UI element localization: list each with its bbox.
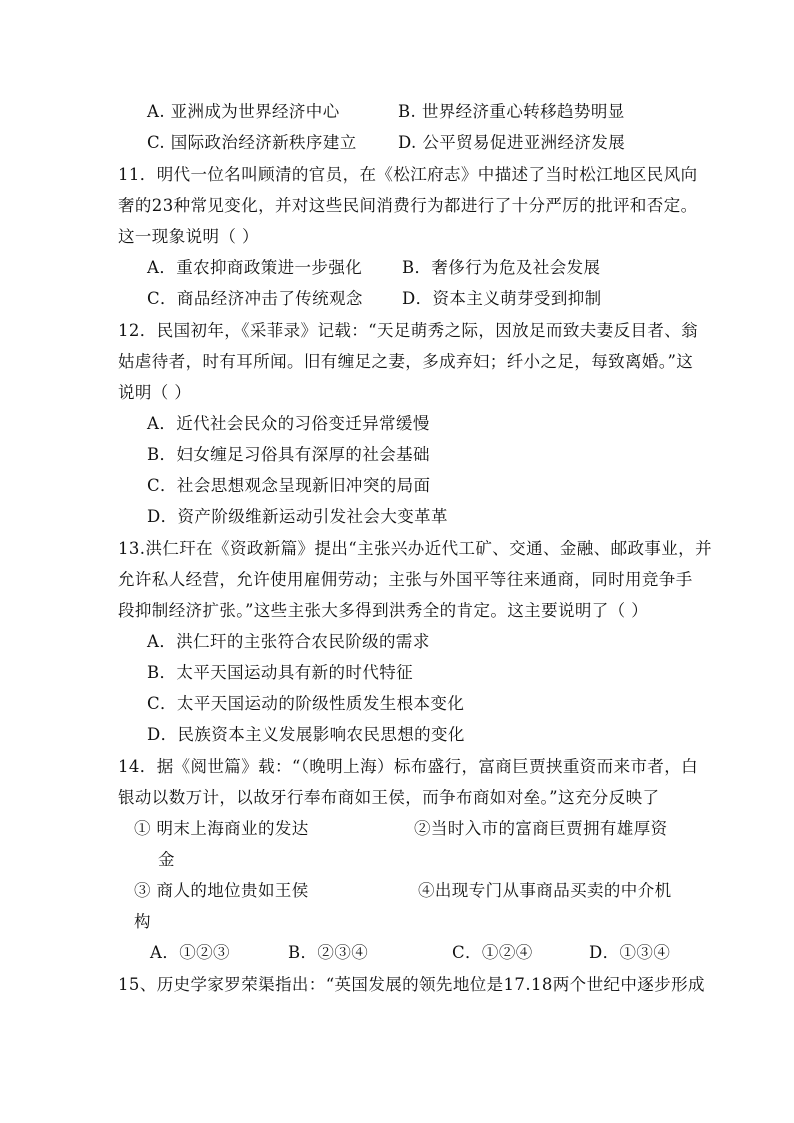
q11-stem-line-2: 奢的23种常见变化，并对这些民间消费行为都进行了十分严厉的批评和否定。 [118, 196, 698, 215]
q11-option-c: C．商品经济冲击了传统观念 [147, 289, 363, 308]
q12-option-a: A．近代社会民众的习俗变迁异常缓慢 [147, 414, 430, 433]
q12-stem-line-3: 说明（ ） [118, 383, 192, 402]
q13-stem-line-1: 13.洪仁玕在《资政新篇》提出“主张兴办近代工矿、交通、金融、邮政事业，并 [118, 539, 712, 558]
q14-option-d: D．①③④ [589, 943, 671, 962]
q11-option-a: A．重农抑商政策进一步强化 [147, 258, 363, 277]
q12-option-d: D．资产阶级维新运动引发社会大变革革 [147, 507, 448, 526]
q14-item-1: ① 明末上海商业的发达 [134, 819, 309, 838]
q11-stem-line-1: 11．明代一位名叫顾清的官员，在《松江府志》中描述了当时松江地区民风向 [118, 165, 698, 184]
q13-stem-line-2: 允许私人经营，允许使用雇佣劳动；主张与外国平等往来通商，同时用竞争手 [118, 570, 693, 589]
q13-option-d: D．民族资本主义发展影响农民思想的变化 [147, 725, 465, 744]
q12-option-b: B．妇女缠足习俗具有深厚的社会基础 [147, 445, 430, 464]
q14-option-a: A．①②③ [150, 943, 230, 962]
q12-stem-line-2: 姑虐待者，时有耳所闻。旧有缠足之妻，多成弃妇；纤小之足，每致离婚。”这 [118, 352, 694, 371]
q13-option-b: B．太平天国运动具有新的时代特征 [147, 663, 414, 682]
q14-item-4: ④出现专门从事商品买卖的中介机 [418, 881, 672, 900]
q11-stem-line-3: 这一现象说明（ ） [118, 227, 259, 246]
q14-option-b: B．②③④ [288, 943, 369, 962]
q10-option-d: D. 公平贸易促进亚洲经济发展 [398, 133, 626, 152]
q13-stem-line-3: 段抑制经济扩张。”这些主张大多得到洪秀全的肯定。这主要说明了（ ） [118, 601, 649, 620]
q14-item-4-continued: 构 [134, 912, 151, 931]
q15-stem-line-1: 15、历史学家罗荣渠指出：“英国发展的领先地位是17.18两个世纪中逐步形成 [118, 975, 705, 994]
q10-option-a: A. 亚洲成为世界经济中心 [147, 102, 340, 121]
q12-stem-line-1: 12．民国初年，《采菲录》记载：“天足萌秀之际，因放足而致夫妻反目者、翁 [118, 321, 699, 340]
q14-item-3: ③ 商人的地位贵如王侯 [134, 881, 309, 900]
q14-stem-line-1: 14．据《阅世篇》载：“（晚明上海）标布盛行，富商巨贾挟重资而来市者，白 [118, 757, 699, 776]
q14-stem-line-2: 银动以数万计，以故牙行奉布商如王侯，而争布商如对垒。”这充分反映了 [118, 788, 660, 807]
q10-option-c: C. 国际政治经济新秩序建立 [147, 133, 357, 152]
q13-option-a: A．洪仁玕的主张符合农民阶级的需求 [147, 632, 430, 651]
q14-item-2: ②当时入市的富商巨贾拥有雄厚资 [414, 819, 668, 838]
q13-option-c: C．太平天国运动的阶级性质发生根本变化 [147, 694, 465, 713]
q12-option-c: C．社会思想观念呈现新旧冲突的局面 [147, 476, 431, 495]
q11-option-d: D．资本主义萌芽受到抑制 [402, 289, 602, 308]
q14-option-c: C．①②④ [452, 943, 533, 962]
q11-option-b: B．奢侈行为危及社会发展 [402, 258, 601, 277]
q14-item-2-continued: 金 [158, 850, 175, 869]
q10-option-b: B. 世界经济重心转移趋势明显 [398, 102, 625, 121]
